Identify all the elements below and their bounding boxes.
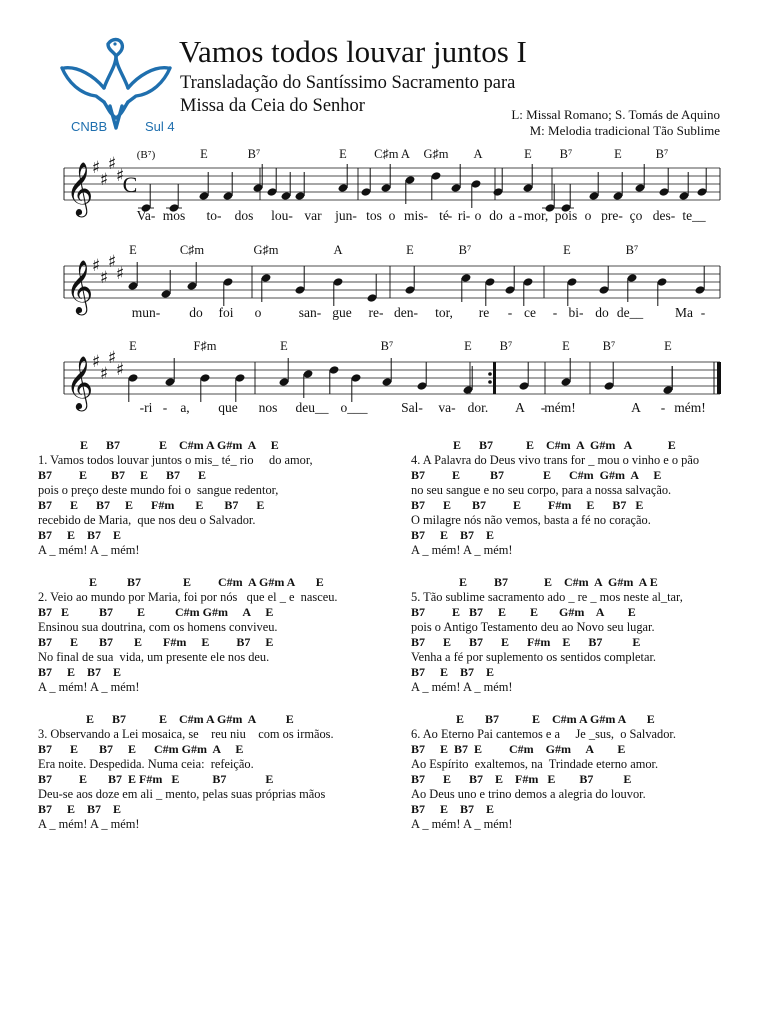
chord-symbol: E [129,243,137,257]
chord-line: E B7 E C#m A G#m A E [38,712,294,726]
chord-symbol: C♯m [179,243,205,257]
chord-line: B7 E B7 E F#m E B7 E [38,635,274,649]
time-signature: C [122,172,138,197]
lyric-line: 3. Observando a Lei mosaica, se reu niu com os irmãos. [38,727,334,741]
repeat-dot [488,380,492,384]
lyric-syllable: foi [218,305,234,320]
chord-line: B7 E B7 E F#m E B7 E [411,635,641,649]
chord-line: E B7 E C#m A G#m A E [38,575,324,589]
lyric-syllable: a, [180,400,190,415]
lyric-syllable: var [304,208,322,223]
lyric-syllable: - [552,305,558,320]
chord-symbol: A [333,243,343,257]
sheet-music-score [0,0,768,430]
chord-line: B7 E B7 E F#m E B7 E [38,498,265,512]
verse-block [38,438,400,558]
lyric-syllable: de__ [616,305,644,320]
chord-line: E B7 E C#m A G#m A E [411,712,655,726]
sharp-sign: ♯ [99,364,109,384]
lyric-syllable: A [631,400,641,415]
chord-symbol: F♯m [193,339,217,353]
chord-symbol: E [129,339,137,353]
lyric-syllable: mém! [674,400,706,415]
sharp-sign: ♯ [91,256,101,276]
chord-symbol: B⁷ [380,339,394,353]
chord-symbol: E [614,147,622,161]
lyric-syllable: mis- [403,208,429,223]
lyric-syllable: mos [162,208,186,223]
chord-symbol: E [406,243,414,257]
chord-line: E B7 E C#m A G#m A E [411,438,676,452]
lyric-syllable: san- [298,305,322,320]
chord-symbol: E [200,147,208,161]
chord-symbol: E [664,339,672,353]
lyric-line: Ao Espírito exaltemos, na Trindade eterno amor. [411,757,659,771]
lyric-syllable: ri [457,208,467,223]
lyric-syllable: té [439,208,449,223]
lyric-syllable: do [189,305,203,320]
lyric-syllable: va- [438,400,456,415]
lyric-syllable: jun- [335,208,357,223]
lyric-line: pois o preço deste mundo foi o sangue redentor, [38,483,279,497]
lyric-line: 1. Vamos todos louvar juntos o mis_ té_ rio do amor, [38,453,313,467]
chord-symbol: E [464,339,472,353]
chord-line: B7 E B7 E [411,665,495,679]
lyric-syllable: lou- [271,208,293,223]
lyric-syllable: re [478,305,490,320]
lyric-syllable: que [218,400,238,415]
lyric-syllable: o [254,305,262,320]
lyric-line: Ao Deus uno e trino demos a alegria do louvor. [411,787,646,801]
lyric-syllable: dos [234,208,254,223]
lyric-line: 2. Veio ao mundo por Maria, foi por nós que el _ e nasceu. [38,590,338,604]
lyric-syllable: Va- [136,208,156,223]
lyric-syllable: o [388,208,396,223]
lyric-line: A _ mém! A _ mém! [411,680,513,694]
chord-symbol: B⁷ [559,147,573,161]
chord-line: B7 E B7 E [38,665,122,679]
lyric-syllable: o___ [340,400,368,415]
lyric-syllable: gue [332,305,352,320]
lyric-line: A _ mém! A _ mém! [411,543,513,557]
verse-block [38,575,400,695]
chord-symbol: B⁷ [602,339,616,353]
chord-symbol: E [562,339,570,353]
chord-symbol: B⁷ [499,339,513,353]
sharp-sign: ♯ [91,352,101,372]
lyric-line: Deu-se aos doze em ali _ mento, pelas suas próprias mãos [38,787,326,801]
lyric-syllable: - [540,400,546,415]
chord-symbol: E [339,147,347,161]
chord-line: B7 E B7 E F#m E B7 E [411,772,632,786]
lyric-syllable: do [595,305,609,320]
lyric-line: No final de sua vida, um presente ele nos deu. [38,650,270,664]
lyric-syllable: re- [368,305,384,320]
lyric-syllable: - [162,400,168,415]
logo-text-cnbb: CNBB [71,119,108,134]
chord-line: B7 E B7 E [38,528,122,542]
lyric-syllable: do [489,208,503,223]
lyric-syllable: bi- [568,305,584,320]
verses-right-column [411,438,768,849]
verse-block [411,438,768,558]
lyric-line: pois o Antigo Testamento deu ao Novo seu lugar. [411,620,655,634]
lyric-line: A _ mém! A _ mém! [38,680,140,694]
chord-line: B7 E B7 E B7 E [38,468,207,482]
chord-symbol: G♯m [253,243,279,257]
sharp-sign: ♯ [115,360,125,380]
chord-line: B7 E B7 E F#m E B7 E [411,498,644,512]
lyric-syllable: -ri [139,400,153,415]
lyric-syllable: dor. [467,400,489,415]
chord-line: B7 E B7 E C#m G#m A E [411,742,626,756]
lyric-syllable: mor, [523,208,549,223]
lyric-line: Venha a fé por suplemento os sentidos completar. [411,650,656,664]
chord-symbol: B⁷ [655,147,669,161]
sharp-sign: ♯ [99,170,109,190]
lyric-syllable: te__ [682,208,706,223]
chord-line: B7 E B7 E E G#m A E [411,605,636,619]
lyric-syllable: A [515,400,525,415]
chord-symbol: E [280,339,288,353]
lyric-line: 5. Tão sublime sacramento ado _ re _ mos neste al_tar, [411,590,683,604]
lyric-syllable: a [509,208,515,223]
lyric-syllable: pre- [601,208,623,223]
lyric-syllable: den- [394,305,418,320]
repeat-dot [488,372,492,376]
verse-block [38,712,400,832]
chord-symbol: E [524,147,532,161]
chord-line: B7 E B7 E C#m G#m A E [38,605,274,619]
logo-text-sul4: Sul 4 [145,119,175,134]
treble-clef: 𝄞 [66,355,94,409]
lyric-syllable: nos [258,400,278,415]
lyric-line: 6. Ao Eterno Pai cantemos e a Je _sus, o Salvador. [411,727,676,741]
music-credit: M: Melodia tradicional Tão Sublime [529,123,720,138]
lyric-line: A _ mém! A _ mém! [38,817,140,831]
lyric-line: recebido de Maria, que nos deu o Salvador. [38,513,256,527]
subtitle-line-1: Transladação do Santíssimo Sacramento para [180,73,516,93]
repeat-barline [493,362,496,394]
sharp-sign: ♯ [115,166,125,186]
lyric-syllable: Sal- [401,400,423,415]
treble-clef: 𝄞 [66,161,94,215]
chord-symbol: B⁷ [458,243,472,257]
verse-block [411,712,768,832]
chord-line: B7 E B7 E F#m E B7 E [38,772,274,786]
lyric-syllable: - [507,305,513,320]
lyric-line: no seu sangue e no seu corpo, para a nossa salvação. [411,483,672,497]
lyric-syllable: o [584,208,592,223]
verse-block [411,575,768,695]
chord-line: B7 E B7 E [411,528,495,542]
lyric-syllable: ce [524,305,536,320]
lyric-syllable: - [517,208,523,223]
lyrics-credit: L: Missal Romano; S. Tomás de Aquino [511,107,720,122]
lyric-syllable: - [660,400,666,415]
lyric-line: A _ mém! A _ mém! [411,817,513,831]
lyric-line: A _ mém! A _ mém! [38,543,140,557]
chord-line: E B7 E C#m A G#m A E [38,438,279,452]
chord-symbol: B⁷ [247,147,261,161]
lyric-line: 4. A Palavra do Deus vivo trans for _ mou o vinho e o pão [411,453,700,467]
lyric-syllable: ço [629,208,643,223]
lyric-syllable: mun- [131,305,161,320]
sharp-sign: ♯ [107,252,117,272]
lyric-syllable: - [700,305,706,320]
lyric-line: Era noite. Despedida. Numa ceia: refeição. [38,757,254,771]
lyric-syllable: mém! [544,400,576,415]
lyric-syllable: tos [366,208,382,223]
chord-line: E B7 E C#m A G#m A E [411,575,658,589]
lyric-syllable: tor, [435,305,453,320]
lyric-syllable: to- [206,208,222,223]
sharp-sign: ♯ [115,264,125,284]
chord-symbol: G♯m [423,147,449,161]
chord-line: B7 E B7 E [411,802,495,816]
song-title: Vamos todos louvar juntos I [179,34,527,69]
sharp-sign: ♯ [107,154,117,174]
chord-symbol: (B⁷) [136,149,156,161]
chord-symbol: E [563,243,571,257]
lyric-syllable: - [447,208,453,223]
sharp-sign: ♯ [91,158,101,178]
verses-left-column [38,438,400,849]
sharp-sign: ♯ [107,348,117,368]
chord-line: B7 E B7 E C#m G#m A E [38,742,244,756]
lyric-syllable: deu__ [295,400,329,415]
final-barline-thick [717,362,721,394]
subtitle-line-2: Missa da Ceia do Senhor [180,96,365,116]
sharp-sign: ♯ [99,268,109,288]
lyric-line: O milagre nós não vemos, basta a fé no coração. [411,513,651,527]
treble-clef: 𝄞 [66,259,94,313]
chord-line: B7 E B7 E [38,802,122,816]
lyric-syllable: Ma [675,305,693,320]
lyric-syllable: des- [652,208,676,223]
chord-line: B7 E B7 E C#m G#m A E [411,468,662,482]
chord-symbol: B⁷ [625,243,639,257]
chord-symbol: C♯m A [374,147,410,161]
lyric-syllable: pois [554,208,578,223]
lyric-syllable: - [465,208,471,223]
lyric-syllable: o [474,208,482,223]
chord-symbol: A [473,147,483,161]
lyric-line: Ensinou sua doutrina, com os homens conviveu. [38,620,278,634]
